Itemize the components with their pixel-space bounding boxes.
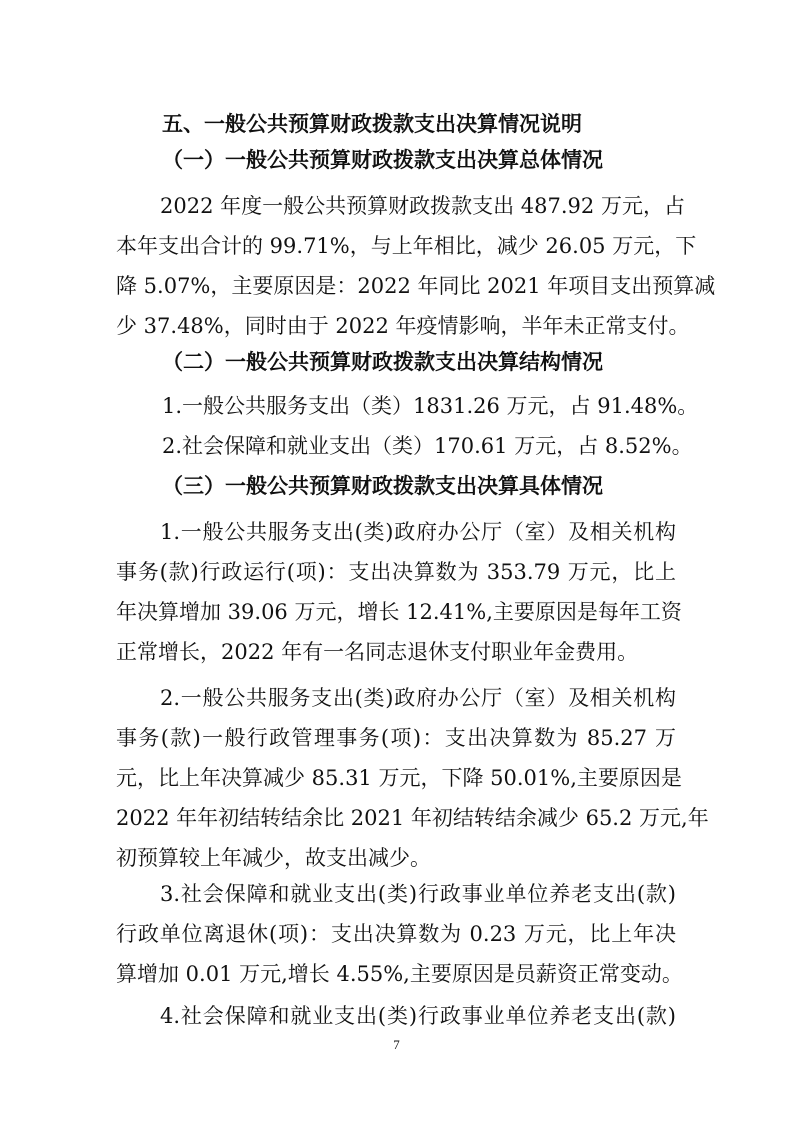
page-number: 7 — [393, 1037, 400, 1052]
part3-item3-line-2: 行政单位离退休(项)：支出决算数为 0.23 万元，比上年决 — [116, 922, 676, 946]
part1-line-1: 2022 年度一般公共预算财政拨款支出 487.92 万元，占 — [160, 194, 685, 218]
part3-item2-line-1: 2.一般公共服务支出(类)政府办公厅（室）及相关机构 — [160, 686, 676, 710]
part3-item2-line-3: 元，比上年决算减少 85.31 万元，下降 50.01%,主要原因是 — [116, 766, 682, 790]
part3-item2-line-5: 初预算较上年减少，故支出减少。 — [116, 846, 431, 870]
part3-item1-line-3: 年决算增加 39.06 万元，增长 12.41%,主要原因是每年工资 — [116, 600, 682, 624]
part3-item4-line-1: 4.社会保障和就业支出(类)行政事业单位养老支出(款) — [160, 1004, 676, 1028]
part1-heading: （一）一般公共预算财政拨款支出决算总体情况 — [162, 148, 603, 172]
part3-item3-line-1: 3.社会保障和就业支出(类)行政事业单位养老支出(款) — [160, 882, 676, 906]
part1-line-4: 少 37.48%，同时由于 2022 年疫情影响，半年未正常支付。 — [116, 314, 690, 338]
part2-item-2: 2.社会保障和就业支出（类）170.61 万元，占 8.52%。 — [162, 434, 693, 458]
part1-line-3: 降 5.07%，主要原因是：2022 年同比 2021 年项目支出预算减 — [116, 274, 716, 298]
part1-line-2: 本年支出合计的 99.71%，与上年相比，减少 26.05 万元，下 — [116, 234, 697, 258]
part3-item1-line-4: 正常增长，2022 年有一名同志退休支付职业年金费用。 — [116, 640, 639, 664]
part3-item1-line-2: 事务(款)行政运行(项)：支出决算数为 353.79 万元，比上 — [116, 560, 676, 584]
part3-heading: （三）一般公共预算财政拨款支出决算具体情况 — [162, 474, 603, 498]
part3-item2-line-4: 2022 年年初结转结余比 2021 年初结转结余减少 65.2 万元,年 — [116, 806, 709, 830]
part2-heading: （二）一般公共预算财政拨款支出决算结构情况 — [162, 350, 603, 374]
part2-item-1: 1.一般公共服务支出（类）1831.26 万元，占 91.48%。 — [162, 394, 699, 418]
section-title: 五、一般公共预算财政拨款支出决算情况说明 — [162, 112, 582, 136]
part3-item1-line-1: 1.一般公共服务支出(类)政府办公厅（室）及相关机构 — [160, 520, 676, 544]
part3-item2-line-2: 事务(款)一般行政管理事务(项)：支出决算数为 85.27 万 — [116, 726, 676, 750]
part3-item3-line-3: 算增加 0.01 万元,增长 4.55%,主要原因是员薪资正常变动。 — [116, 962, 683, 986]
